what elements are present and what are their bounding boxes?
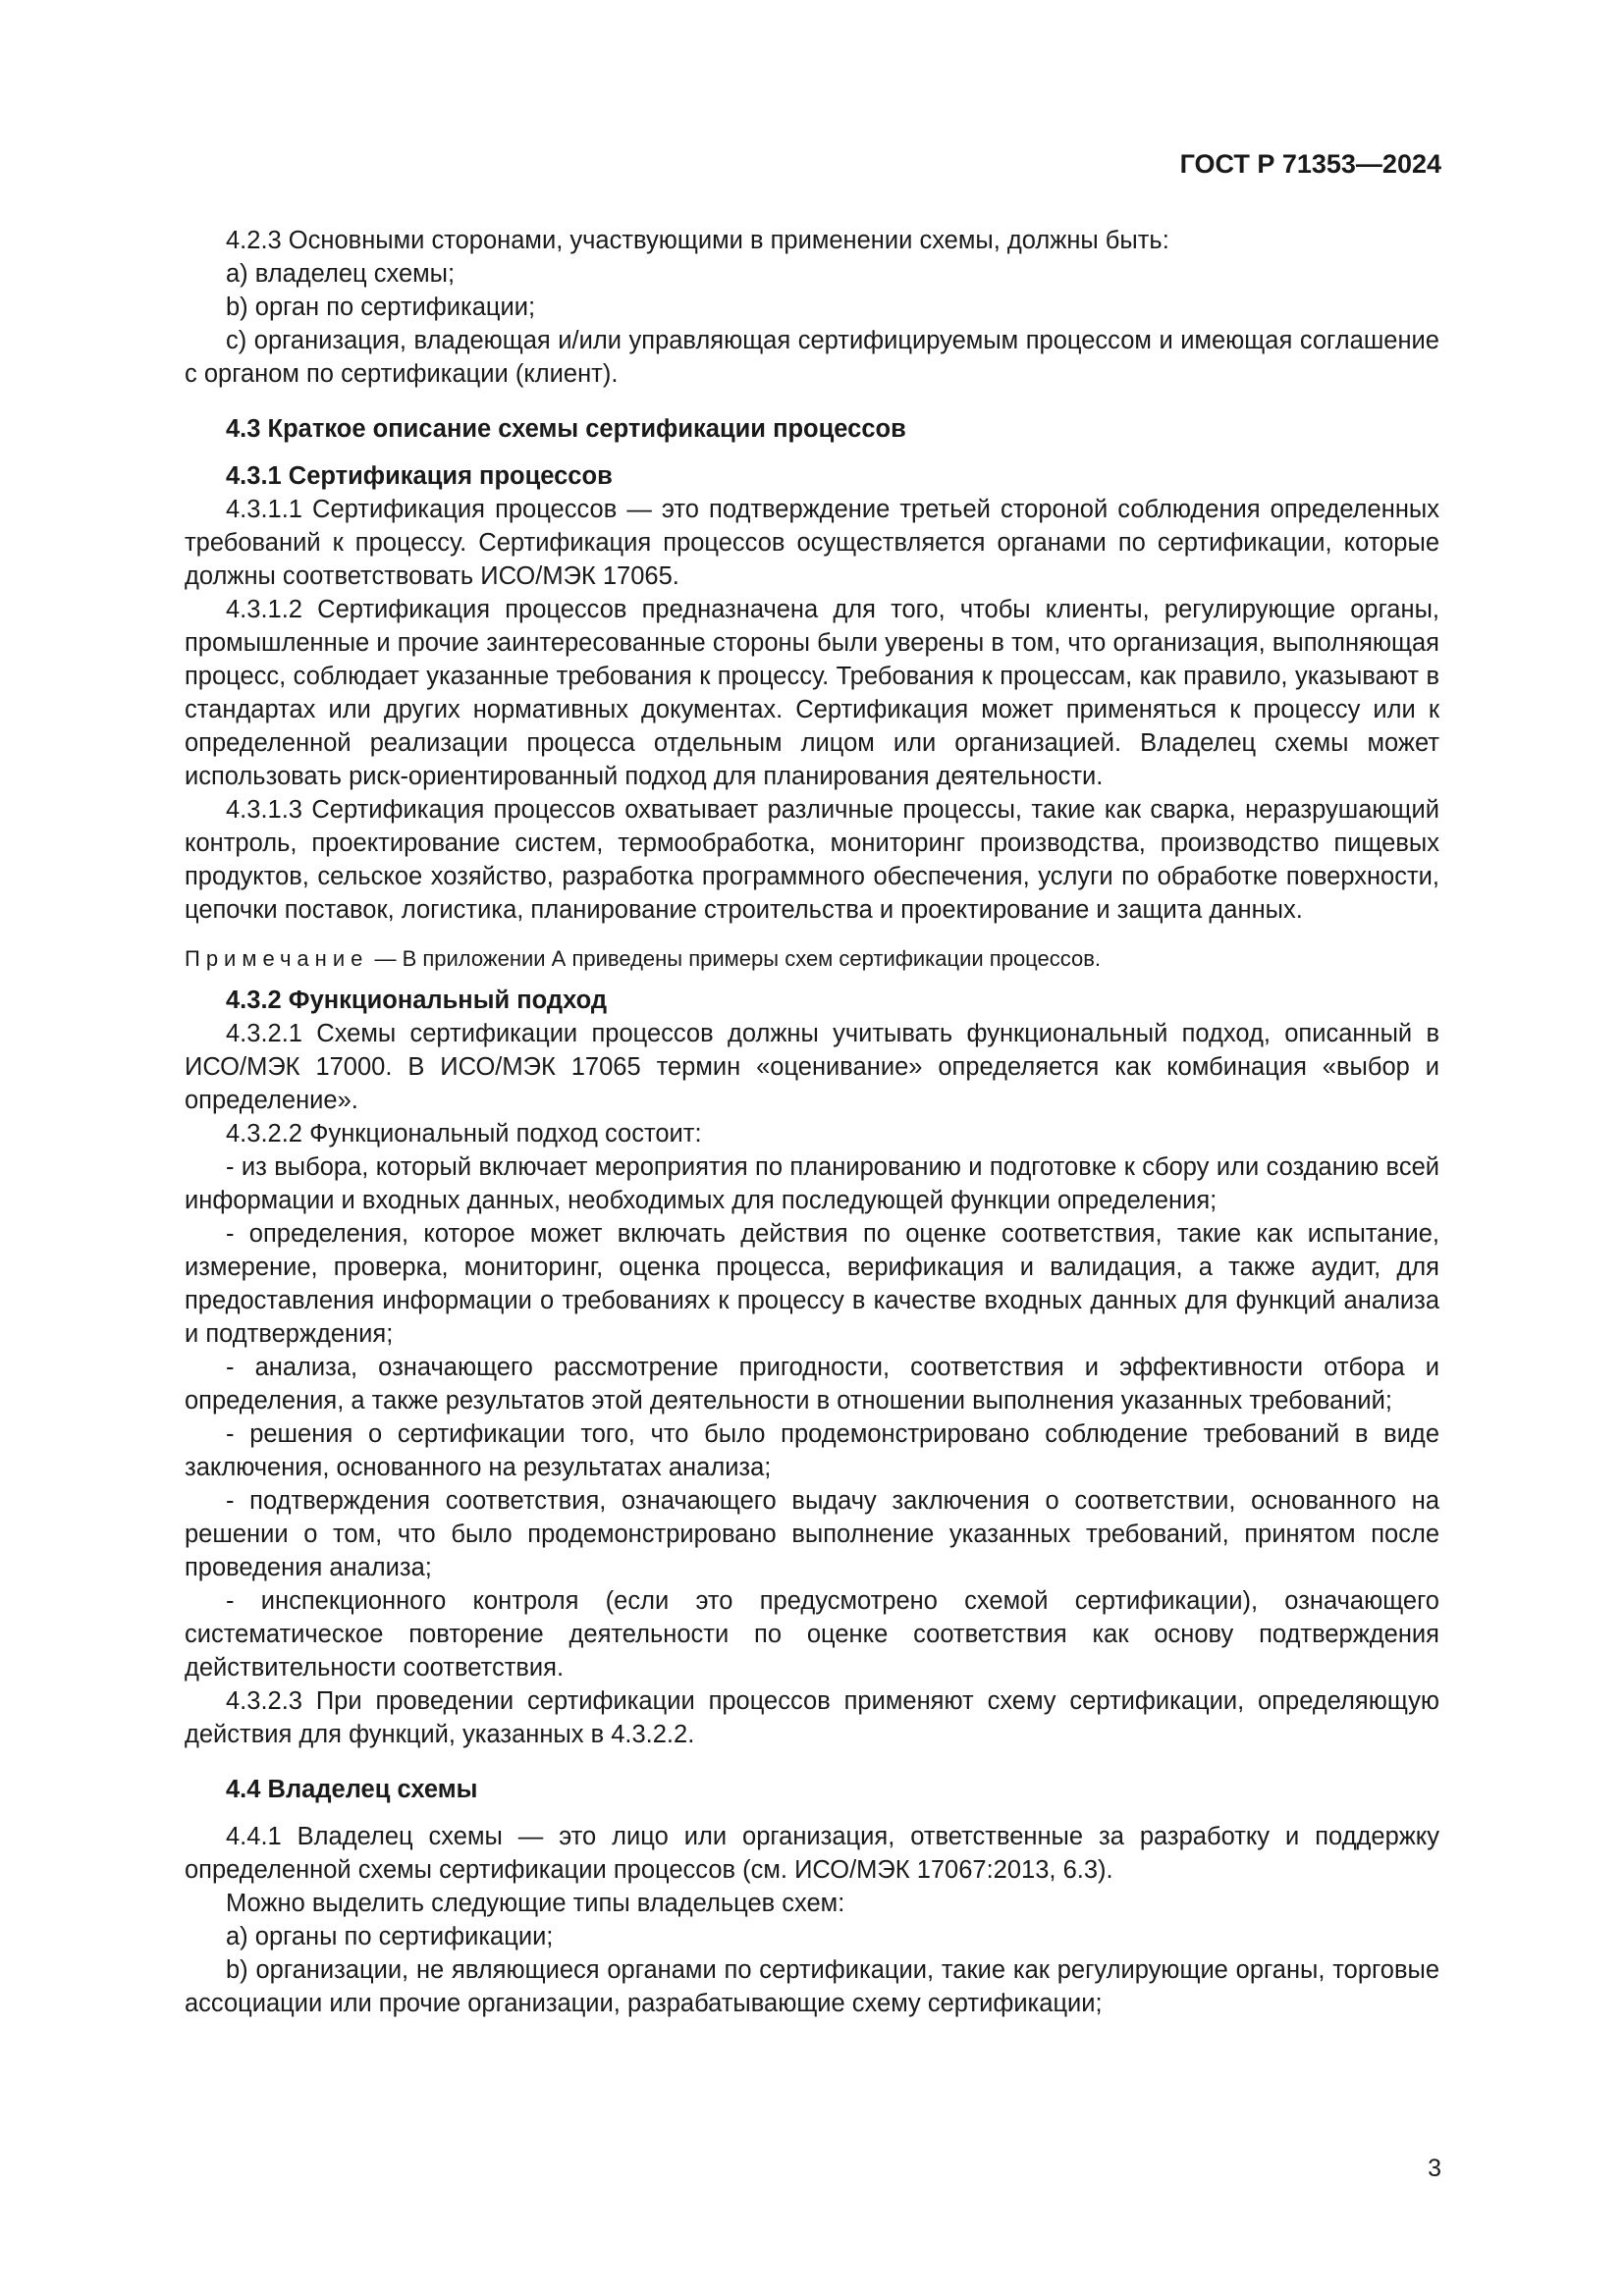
subsection-heading: 4.3.2 Функциональный подход <box>226 987 608 1014</box>
paragraph: 4.3.1.2 Сертификация процессов предназначена для того, чтобы клиенты, регулирующие органы, промышленные и прочие заинтересованные стороны были уверены в том, что организация, выполняющая процесс, соблюдает указанные требования к процессу. Требования к процессам, как правило, указывают в стандартах или других нормативных документах. Сертификация может применяться к процессу или к определенной реализации процесса отдельным лицом или организацией. Владелец схемы может использовать риск-ориентированный подход для планирования деятельности. <box>185 596 1439 790</box>
document-id: ГОСТ Р 71353—2024 <box>1179 149 1441 179</box>
list-item: - из выбора, который включает мероприятия по планированию и подготовке к сбору или созданию всей информации и входных данных, необходимых для последующей функции определения; <box>185 1153 1439 1214</box>
paragraph: 4.3.1.3 Сертификация процессов охватывает различные процессы, такие как сварка, неразрушающий контроль, проектирование систем, термообработка, мониторинг производства, производство пищевых продуктов, сельское хозяйство, разработка программного обеспечения, услуги по обработке поверхности, цепочки поставок, логистика, планирование строительства и проектирование и защита данных. <box>185 796 1439 924</box>
section-heading: 4.4 Владелец схемы <box>226 1776 478 1803</box>
list-item: - анализа, означающего рассмотрение пригодности, соответствия и эффективности отбора и определения, а также результатов этой деятельности в отношении выполнения указанных требований; <box>185 1354 1439 1415</box>
list-item: а) органы по сертификации; <box>226 1923 554 1950</box>
page-number: 3 <box>1428 2155 1441 2182</box>
paragraph: 4.4.1 Владелец схемы — это лицо или организация, ответственные за разработку и поддержку определенной схемы сертификации процессов (см. ИСО/МЭК 17067:2013, 6.3). <box>185 1823 1439 1884</box>
list-item: - решения о сертификации того, что было продемонстрировано соблюдение требований в виде заключения, основанного на результатах анализа; <box>185 1420 1439 1481</box>
paragraph: 4.3.2.1 Схемы сертификации процессов должны учитывать функциональный подход, описанный в ИСО/МЭК 17000. В ИСО/МЭК 17065 термин «оценивание» определяется как комбинация «выбор и определение». <box>185 1020 1439 1114</box>
paragraph: 4.3.2.2 Функциональный подход состоит: <box>226 1120 702 1148</box>
list-item: - подтверждения соответствия, означающего выдачу заключения о соответствии, основанного на решении о том, что было продемонстрировано выполнение указанных требований, принятом после проведения анализа; <box>185 1487 1439 1581</box>
note-label: Примечание <box>185 946 369 971</box>
paragraph: 4.3.2.3 При проведении сертификации процессов применяют схему сертификации, определяющую действия для функций, указанных в 4.3.2.2. <box>185 1687 1439 1748</box>
paragraph: 4.2.3 Основными сторонами, участвующими в применении схемы, должны быть: <box>226 227 1169 254</box>
paragraph: Можно выделить следующие типы владельцев схем: <box>226 1890 845 1917</box>
list-item: а) владелец схемы; <box>226 260 456 288</box>
list-item: - определения, которое может включать действия по оценке соответствия, такие как испытание, измерение, проверка, мониторинг, оценка процесса, верификация и валидация, а также аудит, для предоставления информации о требованиях к процессу в качестве входных данных для функций анализа и подтверждения; <box>185 1220 1439 1348</box>
list-item: b) орган по сертификации; <box>226 294 536 321</box>
section-heading: 4.3 Краткое описание схемы сертификации процессов <box>226 415 906 443</box>
list-item: с) организация, владеющая и/или управляющая сертифицируемым процессом и имеющая соглашение с органом по сертификации (клиент). <box>185 327 1439 388</box>
note <box>185 942 1439 976</box>
document-body <box>185 224 1439 2020</box>
list-item: - инспекционного контроля (если это предусмотрено схемой сертификации), означающего систематическое повторение деятельности по оценке соответствия как основу подтверждения действительности соответствия. <box>185 1587 1439 1682</box>
paragraph: 4.3.1.1 Сертификация процессов — это подтверждение третьей стороной соблюдения определенных требований к процессу. Сертификация процессов осуществляется органами по сертификации, которые должны соответствовать ИСО/МЭК 17065. <box>185 496 1439 590</box>
note-text: — В приложении А приведены примеры схем сертификации процессов. <box>374 946 1102 971</box>
subsection-heading: 4.3.1 Сертификация процессов <box>226 462 613 490</box>
list-item: b) организации, не являющиеся органами по сертификации, такие как регулирующие органы, торговые ассоциации или прочие организации, разрабатывающие схему сертификации; <box>185 1956 1439 2017</box>
